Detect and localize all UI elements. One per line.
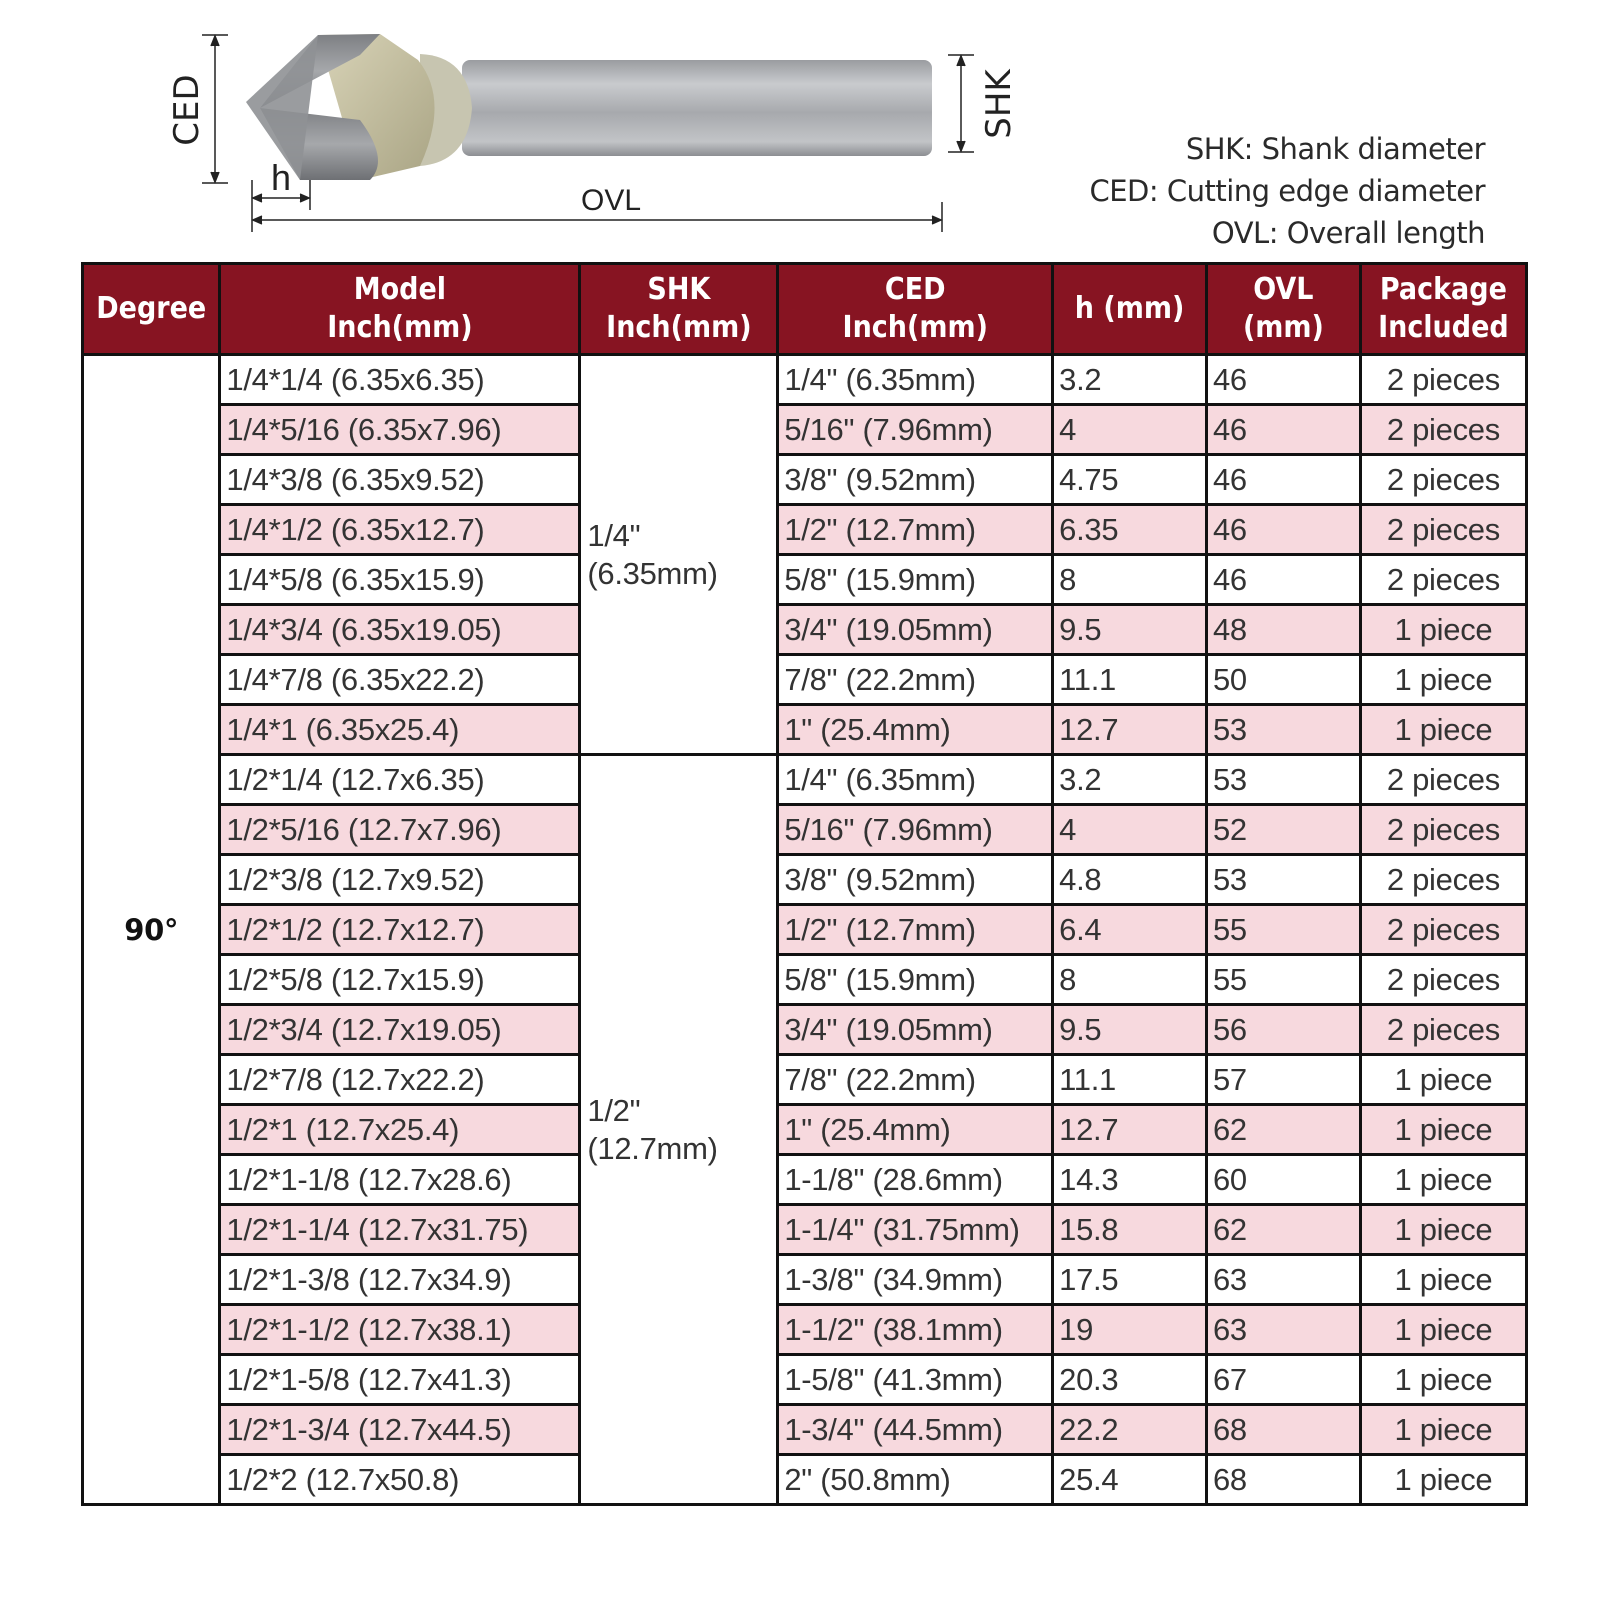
h-cell: 14.3 <box>1053 1155 1207 1205</box>
h-cell: 11.1 <box>1053 1055 1207 1105</box>
ced-cell: 5/16" (7.96mm) <box>778 805 1053 855</box>
package-cell: 1 piece <box>1360 605 1526 655</box>
model-cell: 1/2*1-5/8 (12.7x41.3) <box>220 1355 580 1405</box>
ced-cell: 5/8" (15.9mm) <box>778 555 1053 605</box>
model-cell: 1/4*3/4 (6.35x19.05) <box>220 605 580 655</box>
ced-cell: 1/4" (6.35mm) <box>778 355 1053 405</box>
header-shk: SHK Inch(mm) <box>580 264 778 355</box>
package-cell: 2 pieces <box>1360 505 1526 555</box>
ced-cell: 5/8" (15.9mm) <box>778 955 1053 1005</box>
package-cell: 1 piece <box>1360 1305 1526 1355</box>
h-cell: 4 <box>1053 405 1207 455</box>
ovl-cell: 62 <box>1206 1105 1360 1155</box>
ovl-cell: 48 <box>1206 605 1360 655</box>
package-cell: 2 pieces <box>1360 905 1526 955</box>
package-cell: 2 pieces <box>1360 455 1526 505</box>
h-cell: 15.8 <box>1053 1205 1207 1255</box>
router-bit-image <box>246 34 932 180</box>
ovl-cell: 68 <box>1206 1455 1360 1505</box>
table-row <box>83 955 1527 1005</box>
package-cell: 2 pieces <box>1360 555 1526 605</box>
shank-group-cell: 1/2" (12.7mm) <box>580 755 778 1505</box>
model-cell: 1/4*7/8 (6.35x22.2) <box>220 655 580 705</box>
table-row <box>83 1305 1527 1355</box>
ovl-cell: 46 <box>1206 355 1360 405</box>
model-cell: 1/2*5/16 (12.7x7.96) <box>220 805 580 855</box>
model-cell: 1/2*1/2 (12.7x12.7) <box>220 905 580 955</box>
model-cell: 1/4*1/4 (6.35x6.35) <box>220 355 580 405</box>
h-cell: 22.2 <box>1053 1405 1207 1455</box>
ovl-cell: 46 <box>1206 505 1360 555</box>
model-cell: 1/2*3/8 (12.7x9.52) <box>220 855 580 905</box>
package-cell: 1 piece <box>1360 1455 1526 1505</box>
header-h: h (mm) <box>1053 264 1207 355</box>
model-cell: 1/2*1-1/8 (12.7x28.6) <box>220 1155 580 1205</box>
ced-cell: 1" (25.4mm) <box>778 705 1053 755</box>
ced-cell: 3/4" (19.05mm) <box>778 1005 1053 1055</box>
ced-cell: 7/8" (22.2mm) <box>778 655 1053 705</box>
ovl-cell: 68 <box>1206 1405 1360 1455</box>
header-degree: Degree <box>83 264 220 355</box>
table-row <box>83 705 1527 755</box>
model-cell: 1/4*1/2 (6.35x12.7) <box>220 505 580 555</box>
package-cell: 2 pieces <box>1360 755 1526 805</box>
h-label: h <box>270 157 292 198</box>
h-cell: 8 <box>1053 955 1207 1005</box>
model-cell: 1/4*1 (6.35x25.4) <box>220 705 580 755</box>
model-cell: 1/2*3/4 (12.7x19.05) <box>220 1005 580 1055</box>
ovl-cell: 53 <box>1206 755 1360 805</box>
header-ovl: OVL (mm) <box>1206 264 1360 355</box>
table-row <box>83 1405 1527 1455</box>
ovl-cell: 56 <box>1206 1005 1360 1055</box>
table-row <box>83 355 1527 405</box>
legend-shk: SHK: Shank diameter <box>1185 132 1485 166</box>
package-cell: 1 piece <box>1360 1205 1526 1255</box>
h-cell: 12.7 <box>1053 1105 1207 1155</box>
table-row <box>83 405 1527 455</box>
ovl-cell: 62 <box>1206 1205 1360 1255</box>
ovl-cell: 52 <box>1206 805 1360 855</box>
h-cell: 8 <box>1053 555 1207 605</box>
package-cell: 2 pieces <box>1360 855 1526 905</box>
package-cell: 1 piece <box>1360 705 1526 755</box>
ced-cell: 1/2" (12.7mm) <box>778 905 1053 955</box>
h-cell: 4.8 <box>1053 855 1207 905</box>
ovl-cell: 63 <box>1206 1305 1360 1355</box>
table-row <box>83 1455 1527 1505</box>
ovl-cell: 53 <box>1206 705 1360 755</box>
h-cell: 9.5 <box>1053 605 1207 655</box>
router-bit-diagram <box>150 20 1050 250</box>
package-cell: 1 piece <box>1360 1105 1526 1155</box>
package-cell: 2 pieces <box>1360 955 1526 1005</box>
table-row <box>83 1155 1527 1205</box>
ced-cell: 1/4" (6.35mm) <box>778 755 1053 805</box>
abbreviation-legend <box>1089 128 1485 254</box>
ced-cell: 1-1/4" (31.75mm) <box>778 1205 1053 1255</box>
ovl-cell: 60 <box>1206 1155 1360 1205</box>
model-cell: 1/2*1-3/8 (12.7x34.9) <box>220 1255 580 1305</box>
h-cell: 17.5 <box>1053 1255 1207 1305</box>
h-cell: 6.4 <box>1053 905 1207 955</box>
ced-cell: 3/8" (9.52mm) <box>778 855 1053 905</box>
h-cell: 3.2 <box>1053 355 1207 405</box>
header-ced: CED Inch(mm) <box>778 264 1053 355</box>
ovl-cell: 57 <box>1206 1055 1360 1105</box>
model-cell: 1/2*1-3/4 (12.7x44.5) <box>220 1405 580 1455</box>
package-cell: 1 piece <box>1360 1355 1526 1405</box>
model-cell: 1/4*5/8 (6.35x15.9) <box>220 555 580 605</box>
header-model: Model Inch(mm) <box>220 264 580 355</box>
ced-cell: 5/16" (7.96mm) <box>778 405 1053 455</box>
table-row <box>83 655 1527 705</box>
ced-cell: 1-5/8" (41.3mm) <box>778 1355 1053 1405</box>
ovl-cell: 46 <box>1206 455 1360 505</box>
package-cell: 2 pieces <box>1360 1005 1526 1055</box>
model-cell: 1/2*1/4 (12.7x6.35) <box>220 755 580 805</box>
table-row <box>83 1105 1527 1155</box>
ced-cell: 1/2" (12.7mm) <box>778 505 1053 555</box>
ced-cell: 1" (25.4mm) <box>778 1105 1053 1155</box>
model-cell: 1/2*1-1/4 (12.7x31.75) <box>220 1205 580 1255</box>
package-cell: 2 pieces <box>1360 355 1526 405</box>
package-cell: 1 piece <box>1360 655 1526 705</box>
table-row <box>83 605 1527 655</box>
ced-cell: 7/8" (22.2mm) <box>778 1055 1053 1105</box>
shank-group-cell: 1/4" (6.35mm) <box>580 355 778 755</box>
ovl-cell: 46 <box>1206 405 1360 455</box>
table-row <box>83 1055 1527 1105</box>
table-row <box>83 905 1527 955</box>
h-cell: 4.75 <box>1053 455 1207 505</box>
ovl-cell: 55 <box>1206 955 1360 1005</box>
table-row <box>83 1005 1527 1055</box>
ced-cell: 3/8" (9.52mm) <box>778 455 1053 505</box>
h-cell: 4 <box>1053 805 1207 855</box>
h-cell: 3.2 <box>1053 755 1207 805</box>
legend-ced: CED: Cutting edge diameter <box>1089 174 1485 208</box>
table-row <box>83 555 1527 605</box>
ced-cell: 1-1/8" (28.6mm) <box>778 1155 1053 1205</box>
model-cell: 1/4*3/8 (6.35x9.52) <box>220 455 580 505</box>
ced-cell: 2" (50.8mm) <box>778 1455 1053 1505</box>
package-cell: 1 piece <box>1360 1055 1526 1105</box>
package-cell: 1 piece <box>1360 1155 1526 1205</box>
ced-cell: 1-3/4" (44.5mm) <box>778 1405 1053 1455</box>
ced-cell: 1-3/8" (34.9mm) <box>778 1255 1053 1305</box>
table-row <box>83 1205 1527 1255</box>
ovl-label: OVL <box>580 184 642 217</box>
ovl-cell: 67 <box>1206 1355 1360 1405</box>
h-cell: 11.1 <box>1053 655 1207 705</box>
ced-label: CED <box>167 74 207 146</box>
ced-cell: 3/4" (19.05mm) <box>778 605 1053 655</box>
h-cell: 19 <box>1053 1305 1207 1355</box>
h-cell: 20.3 <box>1053 1355 1207 1405</box>
legend-ovl: OVL: Overall length <box>1211 216 1485 250</box>
ced-cell: 1-1/2" (38.1mm) <box>778 1305 1053 1355</box>
h-cell: 12.7 <box>1053 705 1207 755</box>
ovl-cell: 46 <box>1206 555 1360 605</box>
shk-label: SHK <box>979 69 1019 139</box>
table-row <box>83 505 1527 555</box>
header-package: Package Included <box>1360 264 1526 355</box>
h-cell: 9.5 <box>1053 1005 1207 1055</box>
package-cell: 2 pieces <box>1360 805 1526 855</box>
h-cell: 6.35 <box>1053 505 1207 555</box>
degree-cell: 90° <box>83 355 220 1505</box>
model-cell: 1/2*7/8 (12.7x22.2) <box>220 1055 580 1105</box>
table-row <box>83 1255 1527 1305</box>
table-header-row <box>83 264 1527 355</box>
table-row <box>83 755 1527 805</box>
ovl-cell: 53 <box>1206 855 1360 905</box>
ovl-cell: 50 <box>1206 655 1360 705</box>
table-row <box>83 805 1527 855</box>
table-row <box>83 455 1527 505</box>
model-cell: 1/4*5/16 (6.35x7.96) <box>220 405 580 455</box>
ovl-cell: 55 <box>1206 905 1360 955</box>
package-cell: 1 piece <box>1360 1255 1526 1305</box>
model-cell: 1/2*1 (12.7x25.4) <box>220 1105 580 1155</box>
table-row <box>83 855 1527 905</box>
model-cell: 1/2*2 (12.7x50.8) <box>220 1455 580 1505</box>
model-cell: 1/2*5/8 (12.7x15.9) <box>220 955 580 1005</box>
specification-table <box>81 262 1528 1506</box>
model-cell: 1/2*1-1/2 (12.7x38.1) <box>220 1305 580 1355</box>
ovl-cell: 63 <box>1206 1255 1360 1305</box>
h-cell: 25.4 <box>1053 1455 1207 1505</box>
table-row <box>83 1355 1527 1405</box>
package-cell: 1 piece <box>1360 1405 1526 1455</box>
package-cell: 2 pieces <box>1360 405 1526 455</box>
